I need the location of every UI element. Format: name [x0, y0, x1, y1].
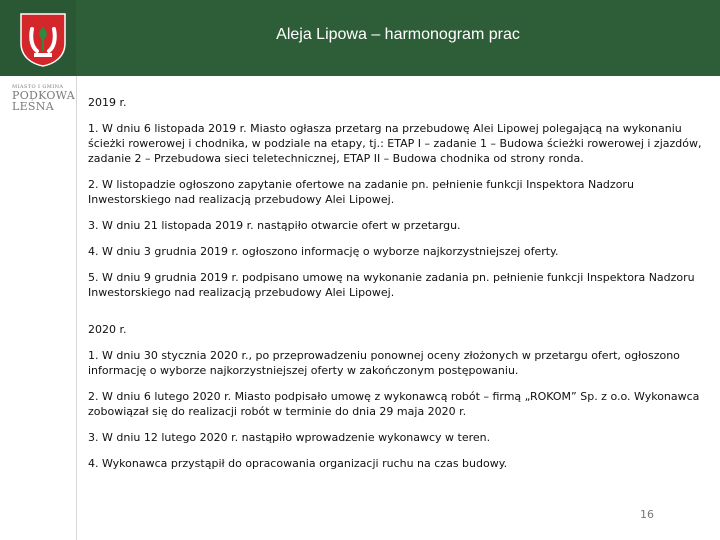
list-item: 4. W dniu 3 grudnia 2019 r. ogłoszono informację o wyborze najkorzystniejszej oferty.	[88, 245, 559, 258]
logo-name-line1: PODKOWA	[12, 89, 75, 102]
list-item: 4. Wykonawca przystąpił do opracowania organizacji ruchu na czas budowy.	[88, 457, 508, 470]
logo-subtitle: MIASTO I GMINA	[12, 84, 64, 90]
page-title: Aleja Lipowa – harmonogram prac	[276, 26, 520, 43]
list-item: 3. W dniu 12 lutego 2020 r. nastąpiło wprowadzenie wykonawcy w teren.	[88, 431, 491, 444]
list-item: 1. W dniu 6 listopada 2019 r. Miasto ogłasza przetarg na przebudowę Alei Lipowej polegającą na wykonaniu ścieżki rowerowej i chodnika, w podziale na etapy, tj.: ETAP I – zadanie 1 – Budowa ścieżki rowerowej i zjazdów, zadanie 2 – Przebudowa sieci teletechnicznej, ETAP II – Budowa chodnika od strony ronda.	[88, 122, 702, 165]
header-bar	[0, 0, 720, 76]
coat-of-arms-icon	[20, 13, 66, 67]
list-item: 1. W dniu 30 stycznia 2020 r., po przeprowadzeniu ponownej oceny złożonych w przetargu ofert, ogłoszono informację o wyborze najkorzystniejszej oferty w zakończonym postępowaniu.	[88, 349, 680, 377]
year-heading-2020: 2020 r.	[88, 323, 127, 336]
list-item: 3. W dniu 21 listopada 2019 r. nastąpiło otwarcie ofert w przetargu.	[88, 219, 461, 232]
sidebar-divider	[76, 76, 77, 540]
schedule-content	[88, 95, 708, 482]
crest-container	[0, 0, 76, 76]
list-item: 5. W dniu 9 grudnia 2019 r. podpisano umowę na wykonanie zadania pn. pełnienie funkcji Inspektora Nadzoru Inwestorskiego nad realizacją przebudowy Alei Lipowej.	[88, 271, 695, 299]
list-item: 2. W dniu 6 lutego 2020 r. Miasto podpisało umowę z wykonawcą robót – firmą „ROKOM” Sp. z o.o. Wykonawca zobowiązał się do realizacji robót w terminie do dnia 29 maja 2020 r.	[88, 390, 700, 418]
list-item: 2. W listopadzie ogłoszono zapytanie ofertowe na zadanie pn. pełnienie funkcji Inspektora Nadzoru Inwestorskiego nad realizacją przebudowy Alei Lipowej.	[88, 178, 634, 206]
year-heading-2019: 2019 r.	[88, 96, 127, 109]
logo-name-line2: LEŚNA	[12, 100, 54, 113]
town-logo	[12, 84, 78, 114]
page-number: 16	[640, 508, 654, 521]
